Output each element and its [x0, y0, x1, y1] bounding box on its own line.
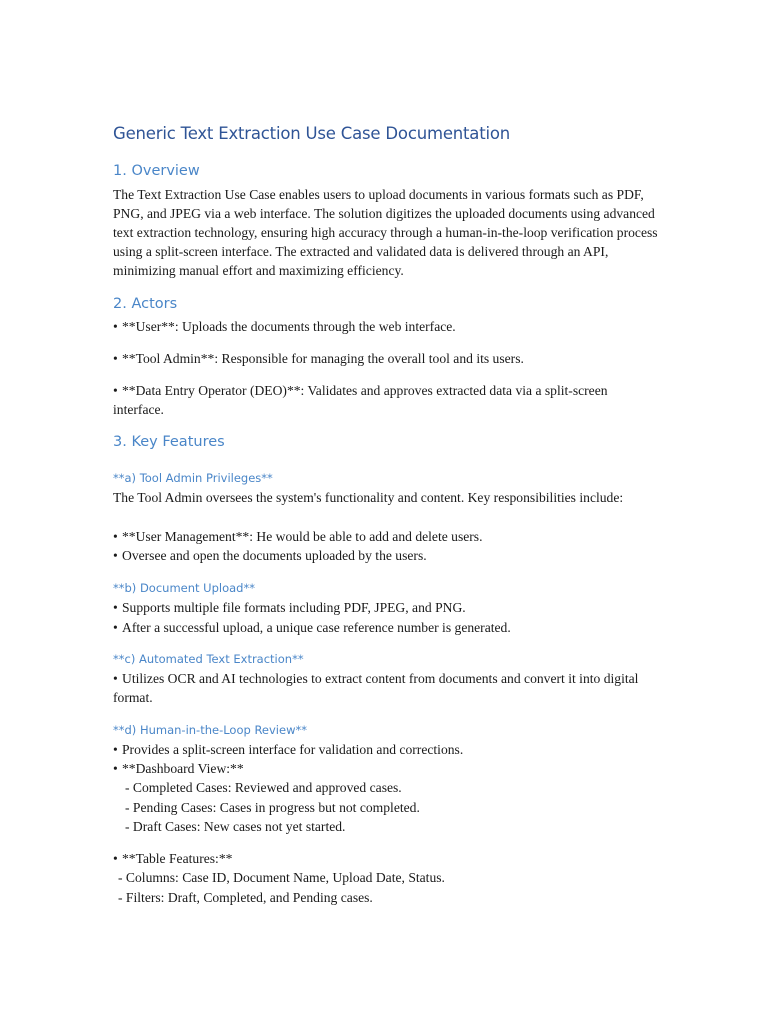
- review-item-text: Provides a split-screen interface for validation and corrections.: [122, 742, 464, 757]
- upload-item-text: Supports multiple file formats including PDF, JPEG, and PNG.: [122, 600, 466, 615]
- review-item-table-features: [113, 849, 232, 868]
- review-item-text: **Table Features:**: [122, 851, 233, 866]
- overview-paragraph: The Text Extraction Use Case enables users to upload documents in various formats such as PDF, PNG, and JPEG via a web interface. The solution digitizes the uploaded documents using advanced text extraction technology, ensuring high accuracy through a human-in-the-loop verification process using a split-screen interface. The extracted and validated data is delivered through an API, minimizing manual effort and maximizing efficiency.: [113, 187, 658, 278]
- extraction-item-ocr: [113, 669, 661, 707]
- actor-item-text: **User**: Uploads the documents through the web interface.: [122, 319, 456, 334]
- upload-item-reference: [113, 618, 511, 637]
- bullet-glyph: •: [113, 671, 118, 686]
- actor-item-deo: [113, 381, 661, 419]
- actor-item-user: [113, 317, 456, 336]
- admin-item-text: Oversee and open the documents uploaded by the users.: [122, 548, 427, 563]
- bullet-glyph: •: [113, 351, 118, 366]
- bullet-glyph: •: [113, 529, 118, 544]
- actor-item-text: **Tool Admin**: Responsible for managing the overall tool and its users.: [122, 351, 524, 366]
- review-item-text: **Dashboard View:**: [122, 761, 244, 776]
- table-subitem-columns: - Columns: Case ID, Document Name, Upload Date, Status.: [118, 870, 445, 885]
- tool-admin-privileges-heading: **a) Tool Admin Privileges**: [113, 471, 273, 485]
- bullet-glyph: •: [113, 742, 118, 757]
- admin-item-text: **User Management**: He would be able to add and delete users.: [122, 529, 483, 544]
- dashboard-subitem-completed: - Completed Cases: Reviewed and approved cases.: [125, 780, 402, 795]
- bullet-glyph: •: [113, 319, 118, 334]
- actor-item-tool-admin: [113, 349, 524, 368]
- upload-item-text: After a successful upload, a unique case reference number is generated.: [122, 620, 511, 635]
- table-subitem-filters: - Filters: Draft, Completed, and Pending cases.: [118, 890, 373, 905]
- bullet-glyph: •: [113, 600, 118, 615]
- actors-heading: 2. Actors: [113, 296, 178, 312]
- document-title: Generic Text Extraction Use Case Documentation: [113, 124, 511, 143]
- actor-item-text: **Data Entry Operator (DEO)**: Validates and approves extracted data via a split-screen interface.: [113, 383, 608, 417]
- bullet-glyph: •: [113, 383, 118, 398]
- bullet-glyph: •: [113, 620, 118, 635]
- bullet-glyph: •: [113, 761, 118, 776]
- review-item-dashboard: [113, 759, 244, 778]
- admin-item-oversee: [113, 546, 427, 565]
- dashboard-subitem-draft: - Draft Cases: New cases not yet started.: [125, 819, 346, 834]
- automated-extraction-heading: **c) Automated Text Extraction**: [113, 652, 304, 666]
- extraction-item-text: Utilizes OCR and AI technologies to extract content from documents and convert it into digital format.: [113, 671, 639, 705]
- document-upload-heading: **b) Document Upload**: [113, 581, 255, 595]
- admin-item-user-management: [113, 527, 483, 546]
- upload-item-formats: [113, 598, 466, 617]
- review-item-split-screen: [113, 740, 463, 759]
- key-features-heading: 3. Key Features: [113, 434, 225, 450]
- bullet-glyph: •: [113, 851, 118, 866]
- human-review-heading: **d) Human-in-the-Loop Review**: [113, 723, 307, 737]
- dashboard-subitem-pending: - Pending Cases: Cases in progress but not completed.: [125, 800, 420, 815]
- bullet-glyph: •: [113, 548, 118, 563]
- tool-admin-intro: The Tool Admin oversees the system's functionality and content. Key responsibilities include:: [113, 490, 624, 505]
- overview-heading: 1. Overview: [113, 163, 200, 179]
